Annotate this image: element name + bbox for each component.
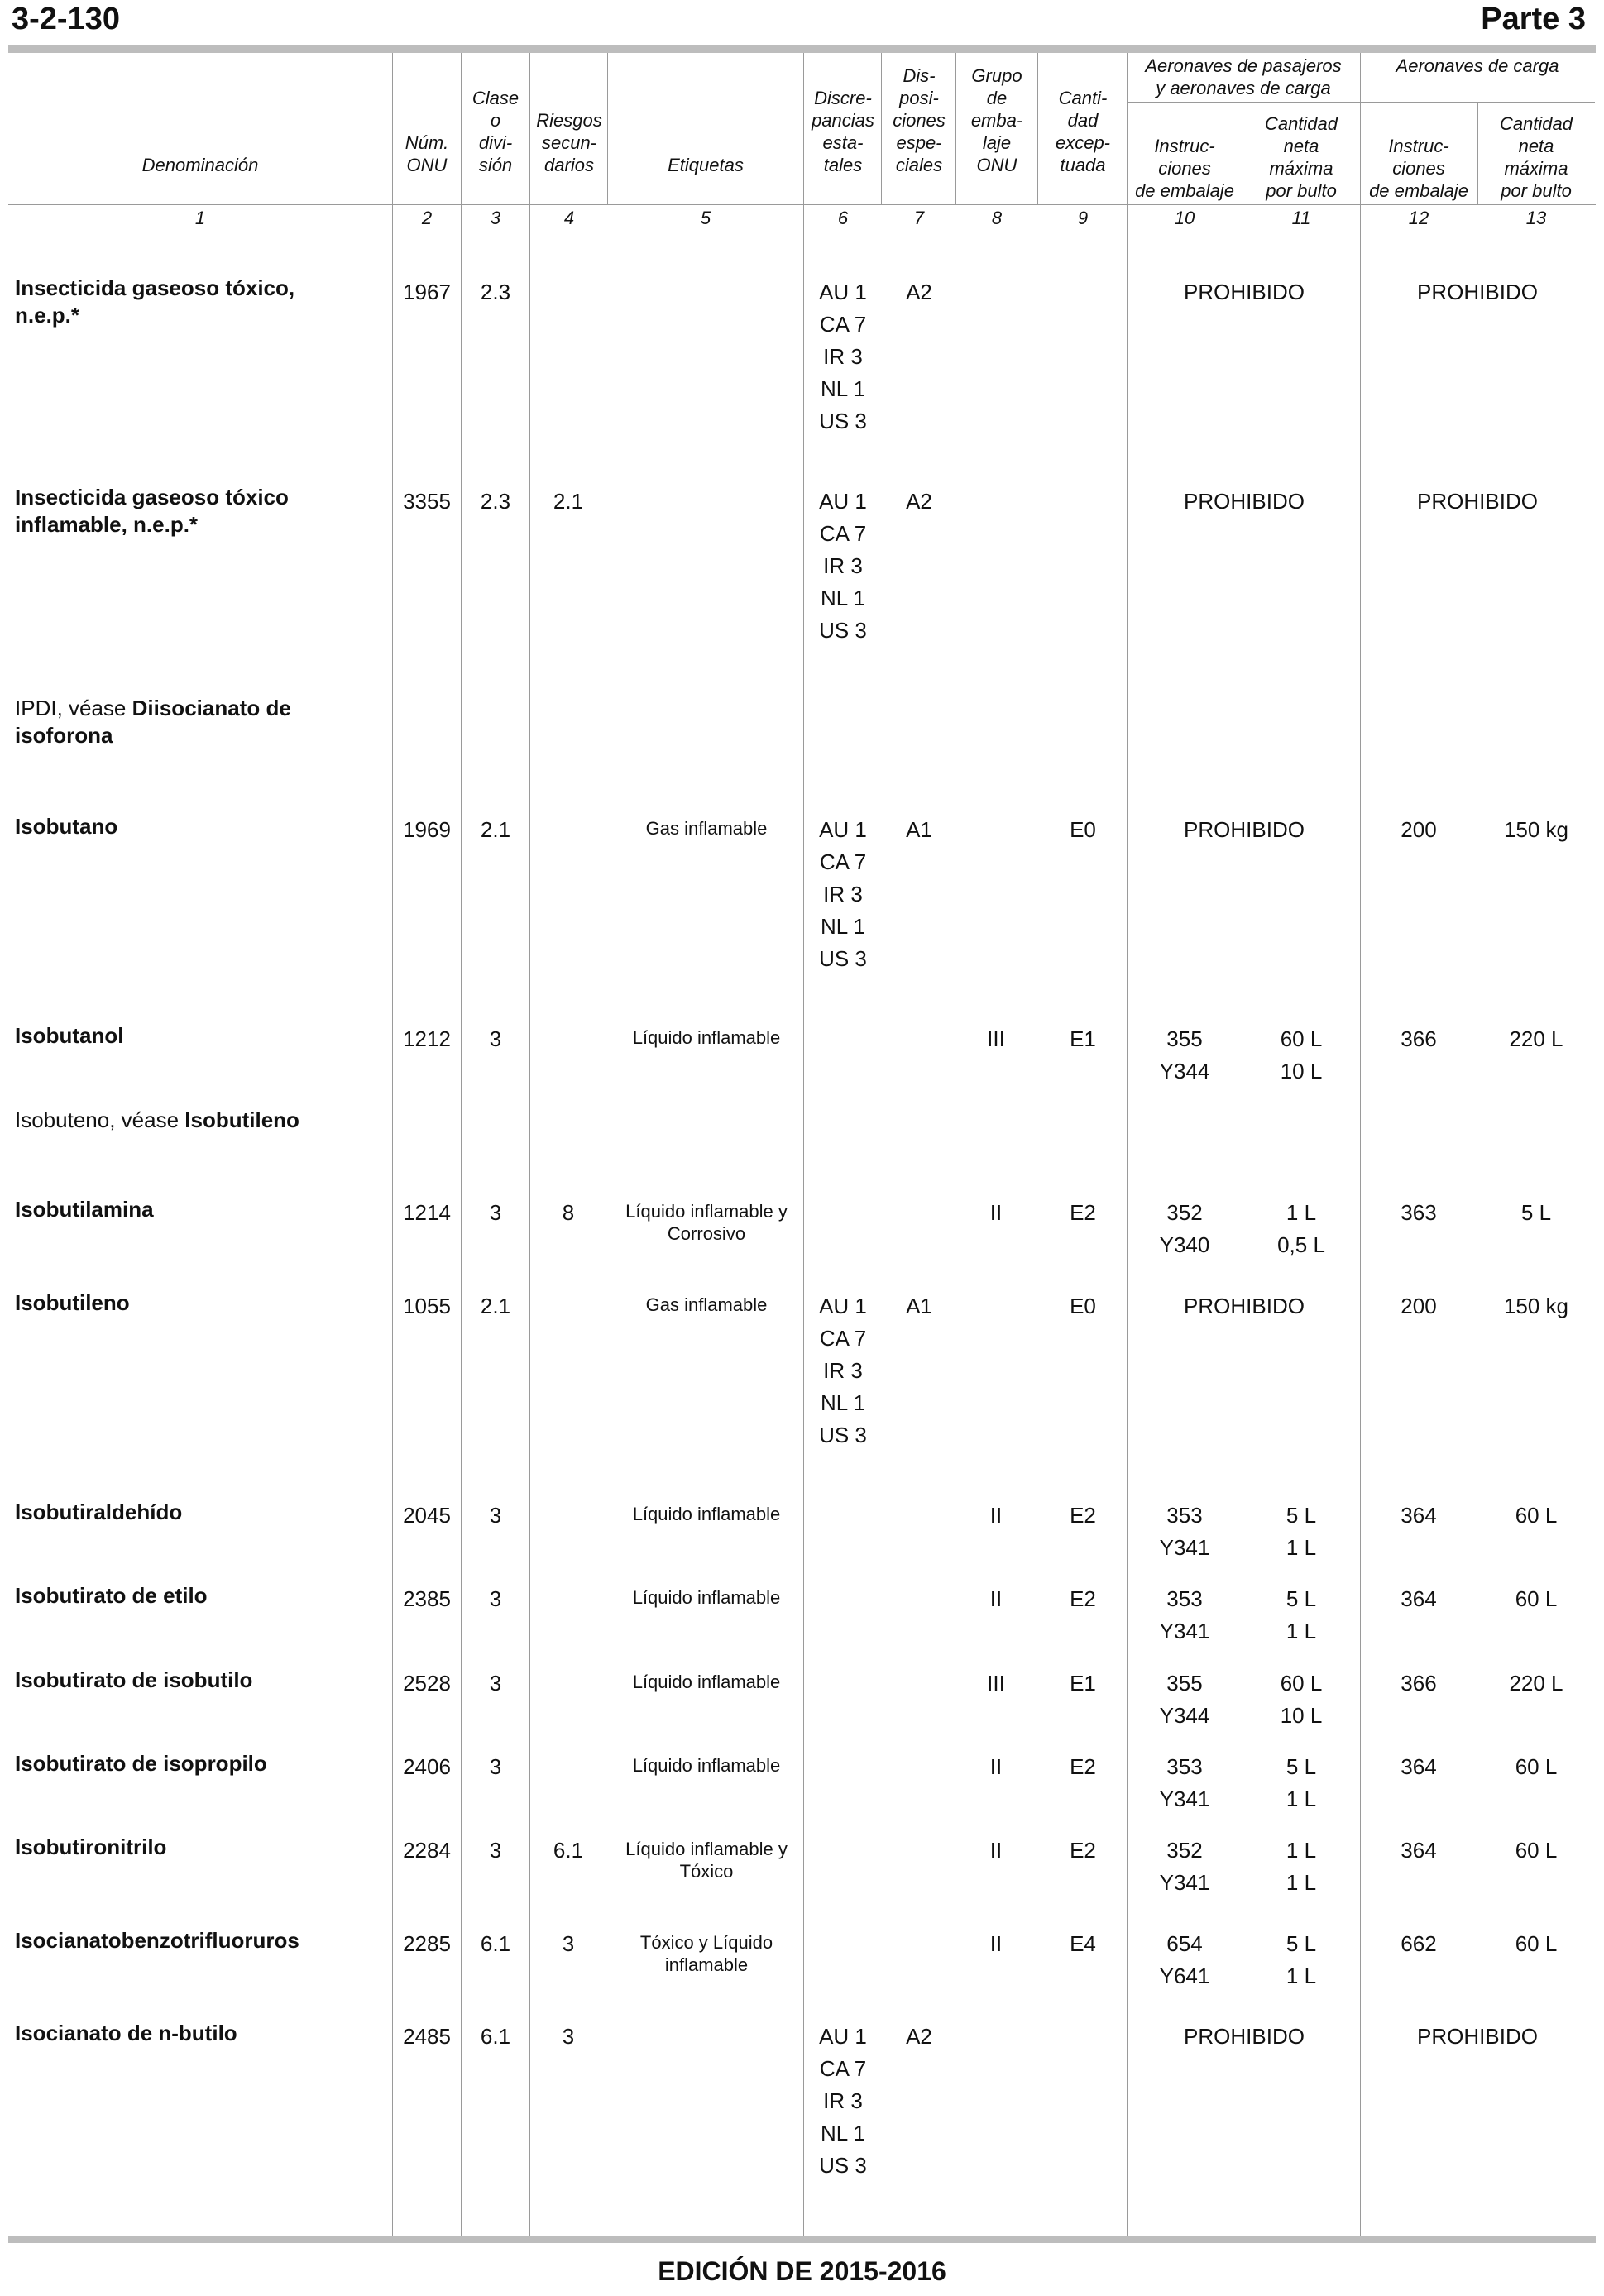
row-name: Isobutirato de etilo (15, 1583, 208, 1608)
row-name: Isobutano (15, 814, 118, 839)
row-pax-quantity: 1 L 0,5 L (1277, 1200, 1325, 1257)
header-subrule (1127, 102, 1595, 103)
column-number: 12 (1408, 208, 1429, 228)
row-cargo-instruction: 200 (1401, 817, 1437, 842)
row-packing-group: II (989, 1754, 1003, 1779)
row-un-number: 2385 (403, 1586, 451, 1611)
row-label: Líquido inflamable (632, 1027, 781, 1048)
row-cargo-instruction: 363 (1401, 1200, 1437, 1225)
row-special-provision: A1 (906, 1294, 932, 1318)
row-class: 3 (489, 1200, 502, 1225)
row-cargo-instruction: 364 (1401, 1586, 1437, 1611)
row-prohibited-pax: PROHIBIDO (1184, 817, 1305, 842)
header-disposiciones: Dis- posi- ciones espe- ciales (893, 65, 946, 175)
row-cargo-instruction: 662 (1401, 1931, 1437, 1956)
row-cargo-quantity: 220 L (1509, 1026, 1563, 1051)
row-pax-quantity: 60 L 10 L (1280, 1026, 1323, 1083)
header-instrucciones-carga: Instruc- ciones de embalaje (1369, 136, 1468, 201)
row-cargo-quantity: 60 L (1515, 1503, 1558, 1528)
row-discrepancies: AU 1 CA 7 IR 3 NL 1 US 3 (819, 280, 867, 433)
row-special-provision: A2 (906, 489, 932, 514)
row-un-number: 3355 (403, 489, 451, 514)
row-discrepancies: AU 1 CA 7 IR 3 NL 1 US 3 (819, 817, 867, 971)
row-excepted-quantity: E2 (1070, 1754, 1096, 1779)
row-cargo-instruction: 366 (1401, 1026, 1437, 1051)
row-name: Isobutironitrilo (15, 1834, 167, 1859)
column-divider (1360, 53, 1361, 2236)
row-excepted-quantity: E1 (1070, 1026, 1096, 1051)
row-class: 6.1 (480, 2024, 511, 2049)
row-pax-quantity: 5 L 1 L (1286, 1931, 1317, 1988)
row-name: Isobutanol (15, 1023, 124, 1048)
row-cargo-quantity: 60 L (1515, 1931, 1558, 1956)
edition-footer: EDICIÓN DE 2015-2016 (658, 2256, 946, 2286)
row-cargo-instruction: 364 (1401, 1838, 1437, 1863)
row-cargo-quantity: 5 L (1520, 1200, 1552, 1225)
row-prohibited-cargo: PROHIBIDO (1417, 2024, 1538, 2049)
header-etiquetas: Etiquetas (668, 155, 744, 175)
row-excepted-quantity: E2 (1070, 1838, 1096, 1863)
header-clase: Clase o divi- sión (472, 88, 520, 175)
header-num-onu: Núm. ONU (405, 132, 449, 175)
column-number: 4 (563, 208, 575, 228)
row-packing-group: II (989, 1931, 1003, 1956)
row-label: Líquido inflamable y Tóxico (625, 1839, 788, 1882)
column-number: 8 (991, 208, 1003, 228)
row-packing-group: III (987, 1671, 1005, 1696)
bottom-rule (8, 2236, 1596, 2243)
row-prohibited-pax: PROHIBIDO (1184, 1294, 1305, 1318)
row-prohibited-pax: PROHIBIDO (1184, 280, 1305, 304)
row-name: Insecticida gaseoso tóxico, n.e.p.* (15, 275, 295, 328)
row-excepted-quantity: E2 (1070, 1503, 1096, 1528)
row-prohibited-cargo: PROHIBIDO (1417, 280, 1538, 304)
row-pax-instruction: 654 Y641 (1159, 1931, 1210, 1988)
header-denominacion: Denominación (141, 155, 259, 175)
header-cantidad-neta-pax: Cantidad neta máxima por bulto (1264, 113, 1338, 201)
row-label: Líquido inflamable (632, 1587, 781, 1608)
row-pax-instruction: 352 Y341 (1159, 1838, 1210, 1895)
row-cargo-quantity: 220 L (1509, 1671, 1563, 1696)
row-special-provision: A2 (906, 2024, 932, 2049)
column-number: 11 (1291, 208, 1311, 228)
row-cargo-quantity: 150 kg (1503, 1294, 1569, 1318)
row-class: 3 (489, 1586, 502, 1611)
column-number: 10 (1174, 208, 1195, 228)
column-number: 6 (837, 208, 849, 228)
row-pax-instruction: 353 Y341 (1159, 1586, 1210, 1643)
row-prohibited-pax: PROHIBIDO (1184, 2024, 1305, 2049)
row-class: 3 (489, 1026, 502, 1051)
row-un-number: 1967 (403, 280, 451, 304)
row-pax-instruction: 352 Y340 (1159, 1200, 1210, 1257)
header-riesgos: Riesgos secun- darios (536, 110, 602, 175)
header-rule (8, 204, 1596, 205)
column-number: 5 (700, 208, 711, 228)
row-class: 2.1 (480, 817, 511, 842)
row-excepted-quantity: E0 (1070, 817, 1096, 842)
column-number: 13 (1525, 208, 1547, 228)
row-name: Insecticida gaseoso tóxico inflamable, n.e.p.* (15, 485, 289, 537)
row-label: Gas inflamable (645, 818, 768, 839)
row-discrepancies: AU 1 CA 7 IR 3 NL 1 US 3 (819, 1294, 867, 1447)
row-name: Isocianatobenzotrifluoruros (15, 1928, 299, 1953)
row-cargo-quantity: 60 L (1515, 1754, 1558, 1779)
row-prohibited-pax: PROHIBIDO (1184, 489, 1305, 514)
page-number: 3-2-130 (12, 2, 120, 36)
row-class: 3 (489, 1754, 502, 1779)
row-un-number: 2528 (403, 1671, 451, 1696)
row-discrepancies: AU 1 CA 7 IR 3 NL 1 US 3 (819, 2024, 867, 2178)
row-excepted-quantity: E1 (1070, 1671, 1096, 1696)
column-number: 7 (913, 208, 925, 228)
row-subsidiary-risk: 8 (562, 1200, 575, 1225)
header-aeronaves-pasajeros: Aeronaves de pasajeros y aeronaves de carga (1145, 55, 1342, 98)
top-rule (8, 45, 1596, 53)
column-divider (529, 53, 530, 2236)
row-un-number: 1214 (403, 1200, 451, 1225)
row-pax-quantity: 5 L 1 L (1286, 1754, 1317, 1811)
row-un-number: 1055 (403, 1294, 451, 1318)
row-un-number: 2284 (403, 1838, 451, 1863)
row-discrepancies: AU 1 CA 7 IR 3 NL 1 US 3 (819, 489, 867, 643)
row-label: Líquido inflamable (632, 1504, 781, 1524)
row-label: Líquido inflamable y Corrosivo (625, 1201, 788, 1244)
row-cargo-quantity: 60 L (1515, 1838, 1558, 1863)
row-pax-instruction: 353 Y341 (1159, 1754, 1210, 1811)
row-packing-group: III (987, 1026, 1005, 1051)
row-name: Isocianato de n-butilo (15, 2021, 237, 2045)
row-name: Isobutilamina (15, 1197, 154, 1222)
row-packing-group: II (989, 1586, 1003, 1611)
column-divider (461, 53, 462, 2236)
row-pax-quantity: 5 L 1 L (1286, 1503, 1317, 1560)
row-un-number: 2406 (403, 1754, 451, 1779)
row-special-provision: A1 (906, 817, 932, 842)
row-label: Tóxico y Líquido inflamable (639, 1932, 773, 1975)
row-subsidiary-risk: 2.1 (553, 489, 584, 514)
header-grupo: Grupo de emba- laje ONU (970, 65, 1023, 175)
row-excepted-quantity: E2 (1070, 1200, 1096, 1225)
column-divider (1037, 53, 1038, 205)
row-cargo-quantity: 150 kg (1503, 817, 1569, 842)
row-name: Isobutirato de isobutilo (15, 1667, 253, 1692)
column-divider (607, 53, 608, 205)
column-divider (1127, 53, 1128, 2236)
row-class: 3 (489, 1838, 502, 1863)
row-special-provision: A2 (906, 280, 932, 304)
header-discrepancias: Discre- pancias esta- tales (812, 88, 874, 175)
row-label: Líquido inflamable (632, 1755, 781, 1776)
row-un-number: 2045 (403, 1503, 451, 1528)
row-label: Líquido inflamable (632, 1672, 781, 1692)
row-subsidiary-risk: 3 (562, 1931, 575, 1956)
column-number: 3 (490, 208, 501, 228)
row-excepted-quantity: E0 (1070, 1294, 1096, 1318)
row-pax-quantity: 5 L 1 L (1286, 1586, 1317, 1643)
row-label: Gas inflamable (645, 1294, 768, 1315)
cross-reference: Isobuteno, véase Isobutileno (15, 1107, 299, 1132)
row-un-number: 1969 (403, 817, 451, 842)
header-cantidad: Canti- dad excep- tuada (1055, 88, 1111, 175)
header-aeronaves-carga: Aeronaves de carga (1396, 55, 1559, 76)
column-divider (392, 53, 393, 2236)
row-class: 2.3 (480, 280, 511, 304)
row-name: Isobutileno (15, 1290, 130, 1315)
row-subsidiary-risk: 3 (562, 2024, 575, 2049)
row-cargo-instruction: 364 (1401, 1503, 1437, 1528)
row-pax-quantity: 60 L 10 L (1280, 1671, 1323, 1728)
column-number: 2 (421, 208, 433, 228)
row-pax-quantity: 1 L 1 L (1286, 1838, 1317, 1895)
row-packing-group: II (989, 1838, 1003, 1863)
row-un-number: 2285 (403, 1931, 451, 1956)
row-pax-instruction: 355 Y344 (1159, 1026, 1210, 1083)
row-cargo-quantity: 60 L (1515, 1586, 1558, 1611)
column-number: 1 (194, 208, 206, 228)
row-excepted-quantity: E4 (1070, 1931, 1096, 1956)
column-number: 9 (1077, 208, 1089, 228)
row-pax-instruction: 353 Y341 (1159, 1503, 1210, 1560)
row-un-number: 2485 (403, 2024, 451, 2049)
row-cargo-instruction: 364 (1401, 1754, 1437, 1779)
header-instrucciones-pax: Instruc- ciones de embalaje (1135, 136, 1234, 201)
header-cantidad-neta-carga: Cantidad neta máxima por bulto (1499, 113, 1573, 201)
row-class: 3 (489, 1671, 502, 1696)
row-cargo-instruction: 200 (1401, 1294, 1437, 1318)
row-class: 3 (489, 1503, 502, 1528)
row-subsidiary-risk: 6.1 (553, 1838, 584, 1863)
row-un-number: 1212 (403, 1026, 451, 1051)
row-packing-group: II (989, 1200, 1003, 1225)
part-title: Parte 3 (1481, 2, 1586, 36)
row-packing-group: II (989, 1503, 1003, 1528)
cross-reference: IPDI, véase Diisocianato de isoforona (15, 696, 291, 748)
row-class: 2.3 (480, 489, 511, 514)
row-class: 6.1 (480, 1931, 511, 1956)
row-excepted-quantity: E2 (1070, 1586, 1096, 1611)
row-class: 2.1 (480, 1294, 511, 1318)
row-name: Isobutirato de isopropilo (15, 1751, 267, 1776)
row-prohibited-cargo: PROHIBIDO (1417, 489, 1538, 514)
row-name: Isobutiraldehído (15, 1500, 183, 1524)
row-cargo-instruction: 366 (1401, 1671, 1437, 1696)
row-pax-instruction: 355 Y344 (1159, 1671, 1210, 1728)
